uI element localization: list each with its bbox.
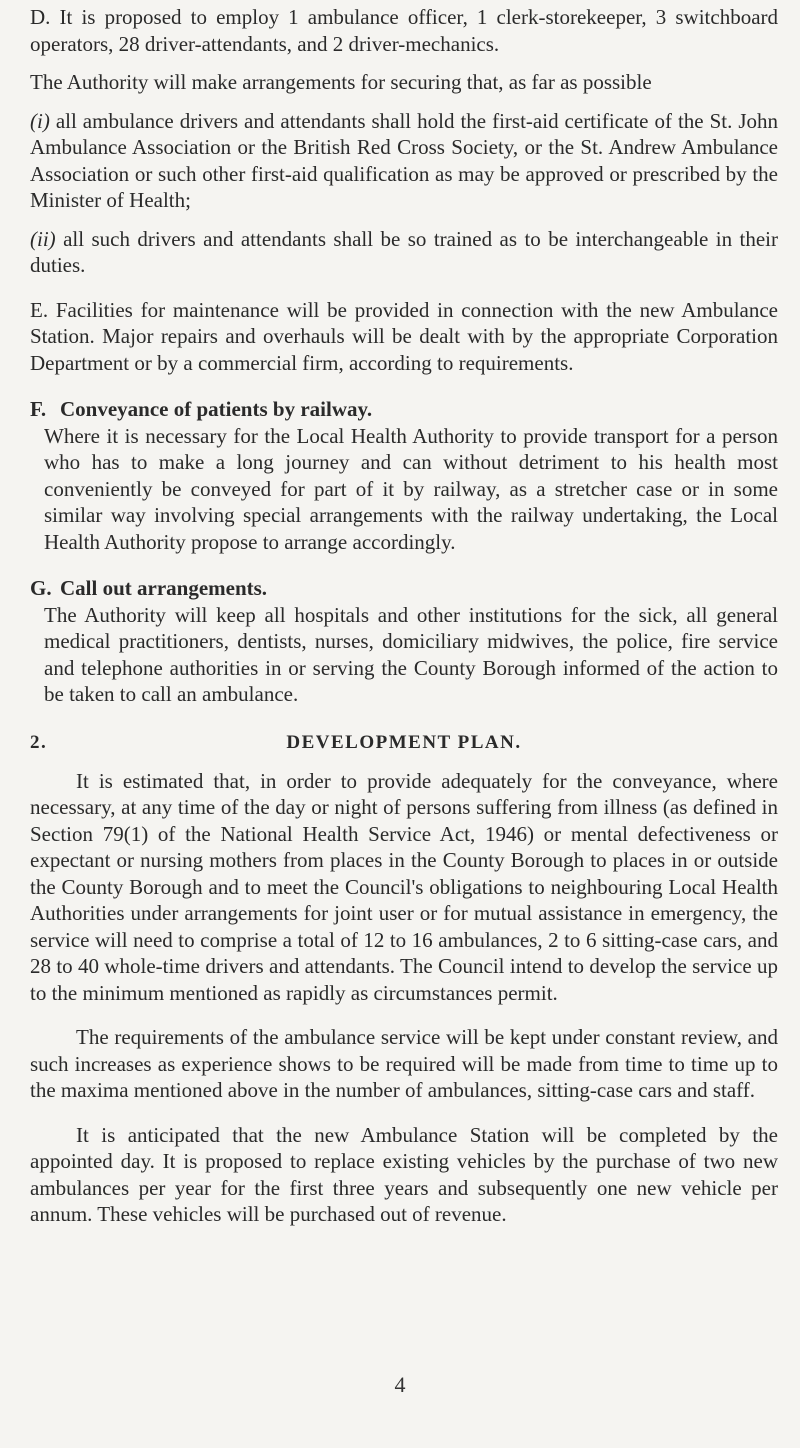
section-f-heading — [30, 396, 778, 423]
section-f-title: Conveyance of patients by railway. — [60, 397, 373, 421]
document-page — [30, 4, 778, 1228]
item-i-label: (i) — [30, 108, 50, 133]
section-g-title: Call out arrangements. — [60, 576, 268, 600]
section-2-title: DEVELOPMENT PLAN. — [286, 731, 522, 753]
arrangements-intro: The Authority will make arrangements for securing that, as far as possible — [30, 70, 652, 94]
section-f-letter: F. — [30, 397, 47, 421]
item-i — [30, 108, 778, 214]
section-g-letter: G. — [30, 576, 52, 600]
item-ii-text: all such drivers and attendants shall be so trained as to be interchangeable in their duties. — [30, 226, 778, 277]
section-2-number: 2. — [30, 731, 48, 753]
section-e-paragraph — [30, 297, 778, 377]
development-paragraph-3: It is anticipated that the new Ambulance Station will be completed by the appointed day. It is proposed to replace existing vehicles by the purchase of two new ambulances per year for the first three years and subsequently one new vehicle per annum. These vehicles will be purchased out of revenue. — [30, 1122, 778, 1226]
development-paragraph-1: It is estimated that, in order to provide adequately for the conveyance, where necessary, at any time of the day or night of persons suffering from illness (as defined in Section 79(1) of the National Health Service Act, 1946) or mental defectiveness or expectant or nursing mothers from places in the County Borough to places in or outside the County Borough and to meet the Council's obligations to neighbouring Local Health Authorities under arrangements for joint user or for mutual assistance in emergency, the service will need to comprise a total of 12 to 16 ambulances, 2 to 6 sitting-case cars, and 28 to 40 whole-time drivers and attendants. The Council intend to develop the service up to the minimum mentioned as rapidly as circumstances permit. — [30, 768, 778, 1005]
section-e-letter: E. — [30, 297, 49, 322]
section-d-letter: D. — [30, 5, 51, 29]
section-e-text: Facilities for maintenance will be provided in connection with the new Ambulance Station. Major repairs and overhauls will be dealt with by the appropriate Corporation Department or by a commercial firm, according to requirements. — [30, 297, 778, 375]
development-paragraph-2: The requirements of the ambulance service will be kept under constant review, and such increases as experience shows to be required will be made from time to time up to the maxima mentioned above in the number of ambulances, sitting-case cars and staff. — [30, 1025, 778, 1102]
section-f-text: Where it is necessary for the Local Health Authority to provide transport for a person who has to make a long journey and can without detriment to his health most conveniently be conveyed for part of it by railway, as a stretcher case or in some similar way involving special arrangements with the railway undertaking, the Local Health Authority propose to arrange accordingly. — [44, 423, 778, 554]
item-ii-label: (ii) — [30, 226, 56, 251]
section-2-heading — [30, 730, 778, 756]
section-g-heading — [30, 575, 778, 602]
item-ii — [30, 226, 778, 279]
section-g-text: The Authority will keep all hospitals and other institutions for the sick, all general medical practitioners, dentists, nurses, domiciliary midwives, the police, fire service and telephone authorities in or serving the County Borough informed of the action to be taken to call an ambulance. — [44, 602, 778, 706]
section-d-paragraph — [30, 4, 778, 57]
item-i-text: all ambulance drivers and attendants shall hold the first-aid certificate of the St. John Ambulance Association or the British Red Cross Society, or the St. Andrew Ambulance Association or such other first-aid qualification as may be approved or prescribed by the Minister of Health; — [30, 108, 779, 212]
section-d-text: It is proposed to employ 1 ambulance officer, 1 clerk-storekeeper, 3 switchboard operators, 28 driver-attendants, and 2 driver-mechanics. — [30, 5, 779, 56]
page-number: 4 — [394, 1372, 406, 1397]
